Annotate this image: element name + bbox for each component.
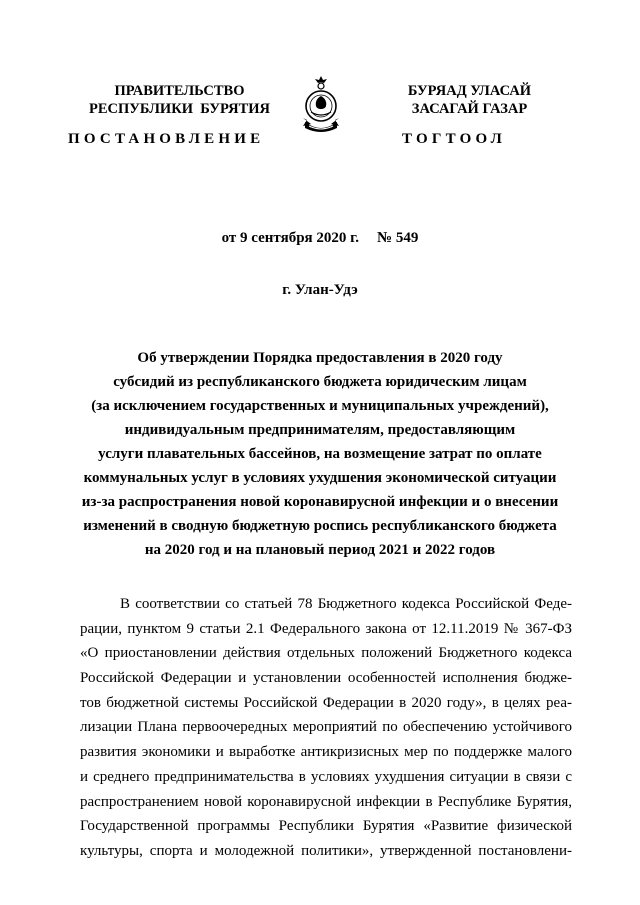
body-line: рации, пунктом 9 статьи 2.1 Федерального закона от 12.11.2019 № 367-ФЗ bbox=[80, 620, 572, 637]
date-line bbox=[0, 230, 640, 247]
header-right-line1: БУРЯАД УЛАСАЙ bbox=[407, 83, 532, 99]
body-line: тов бюджетной системы Российской Федерации в 2020 году», в целях реа- bbox=[80, 694, 572, 711]
body-line: развития экономики и выработке антикризисных мер по поддержке малого bbox=[80, 744, 572, 761]
title-line: (за исключением государственных и муниципальных учреждений), bbox=[91, 398, 549, 414]
decree-number: № 549 bbox=[377, 230, 419, 246]
title-line: услуги плавательных бассейнов, на возмещение затрат по оплате bbox=[98, 446, 542, 462]
doc-type-ru: ПОСТАНОВЛЕНИЕ bbox=[68, 131, 265, 147]
body-line: лизации Плана первоочередных мероприятий по обеспечению устойчивого bbox=[80, 719, 572, 736]
body-line: и среднего предпринимательства в условиях ухудшения ситуации в связи с bbox=[80, 768, 572, 785]
header-government-name-bua bbox=[372, 82, 567, 118]
header-left-line1: ПРАВИТЕЛЬСТВО bbox=[114, 83, 245, 99]
decree-body bbox=[80, 592, 572, 864]
title-line: на 2020 год и на плановый период 2021 и 2022 годов bbox=[144, 542, 496, 558]
decree-city: г. Улан-Удэ bbox=[282, 282, 358, 298]
decree-title bbox=[60, 346, 580, 562]
header-government-name-ru bbox=[72, 82, 287, 118]
title-line: из-за распространения новой коронавирусной инфекции и о внесении bbox=[81, 494, 559, 510]
body-line: Российской Федерации и установлении особенностей исполнения бюдже- bbox=[80, 670, 572, 687]
doc-type-bua: ТОГТООЛ bbox=[402, 131, 506, 147]
title-line: Об утверждении Порядка предоставления в 2020 году bbox=[137, 350, 503, 366]
title-line: коммунальных услуг в условиях ухудшения экономической ситуации bbox=[83, 470, 557, 486]
body-line: Государственной программы Республики Бурятия «Развитие физической bbox=[80, 818, 572, 835]
body-line: культуры, спорта и молодежной политики», утвержденной постановлени- bbox=[80, 842, 572, 859]
coat-of-arms-icon bbox=[297, 74, 345, 136]
body-line: «О приостановлении действия отдельных положений Бюджетного кодекса bbox=[80, 645, 572, 662]
body-line: распространением новой коронавирусной инфекции в Республике Бурятия, bbox=[80, 793, 572, 810]
title-line: субсидий из республиканского бюджета юридическим лицам bbox=[113, 374, 527, 390]
body-line: В соответствии со статьей 78 Бюджетного кодекса Российской Феде- bbox=[120, 596, 572, 612]
decree-date: от 9 сентября 2020 г. bbox=[221, 230, 360, 246]
header-right-line2: ЗАСАГАЙ ГАЗАР bbox=[411, 101, 528, 117]
header-left-line2: РЕСПУБЛИКИ БУРЯТИЯ bbox=[88, 101, 271, 117]
title-line: изменений в сводную бюджетную роспись республиканского бюджета bbox=[83, 518, 557, 534]
title-line: индивидуальным предпринимателям, предоставляющим bbox=[124, 422, 516, 438]
